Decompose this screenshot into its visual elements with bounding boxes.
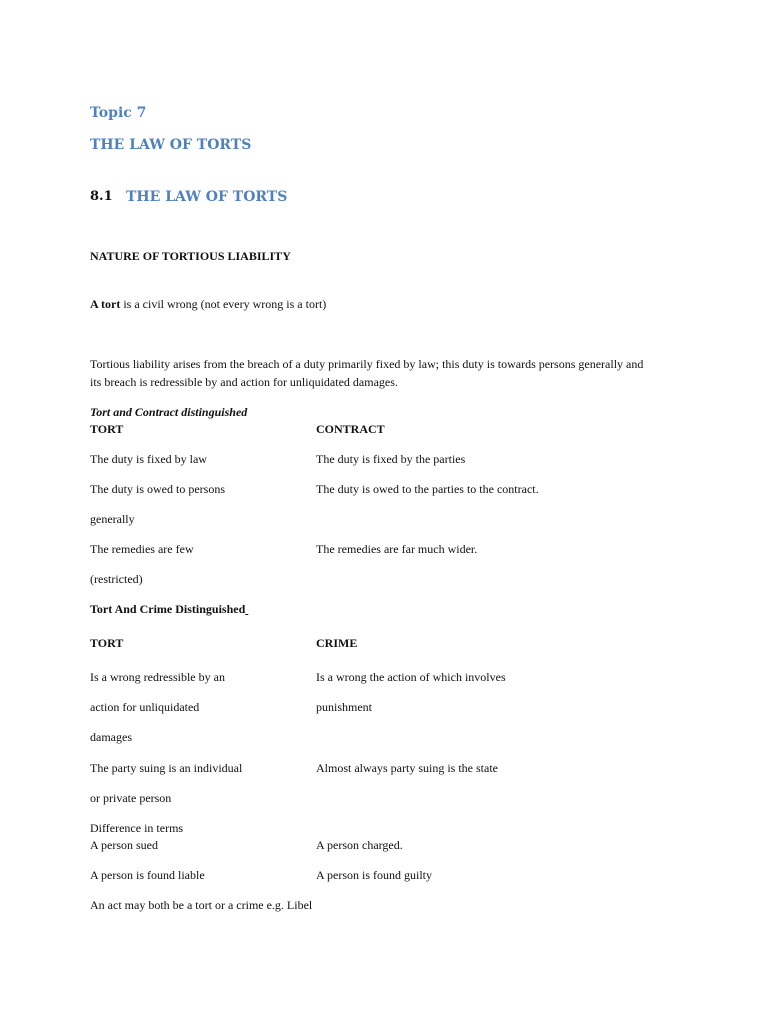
- nature-heading: NATURE OF TORTIOUS LIABILITY: [90, 249, 291, 263]
- crime-row-left: Is a wrong redressible by an: [90, 670, 225, 684]
- contract-col-tort: TORT: [90, 422, 124, 436]
- definition-text: is a civil wrong (not every wrong is a tort): [120, 297, 327, 311]
- section-number: 8.1: [90, 189, 113, 204]
- contract-col-contract: CONTRACT: [316, 422, 385, 436]
- paragraph-line-2: its breach is redressible by and action for unliquidated damages.: [90, 375, 398, 389]
- terms-row-right: A person charged.: [316, 838, 403, 852]
- crime-row-left: damages: [90, 730, 132, 744]
- contract-row-left: generally: [90, 512, 135, 526]
- document-title: THE LAW OF TORTS: [90, 137, 252, 153]
- crime-row-right: Is a wrong the action of which involves: [316, 670, 506, 684]
- terms-row-right: A person is found guilty: [316, 868, 432, 882]
- crime-row-left: action for unliquidated: [90, 700, 200, 714]
- closing-statement: An act may both be a tort or a crime e.g. Libel: [90, 898, 313, 912]
- terms-label: Difference in terms: [90, 821, 184, 835]
- crime-heading: [90, 602, 248, 617]
- paragraph-line-1: Tortious liability arises from the breach of a duty primarily fixed by law; this duty is towards persons generally and: [90, 357, 644, 371]
- crime-row-left: The party suing is an individual: [90, 761, 243, 775]
- definition-term: A tort: [90, 297, 121, 311]
- contract-row-left: The remedies are few: [90, 542, 194, 556]
- contract-row-left: The duty is owed to persons: [90, 482, 225, 496]
- contract-row-right: The duty is owed to the parties to the contract.: [316, 482, 539, 496]
- crime-col-tort: TORT: [90, 636, 124, 650]
- crime-row-left: or private person: [90, 791, 172, 805]
- crime-col-crime: CRIME: [316, 636, 358, 650]
- crime-heading-text: Tort And Crime Distinguished: [90, 602, 246, 616]
- crime-row-right: punishment: [316, 700, 372, 714]
- terms-row-left: A person is found liable: [90, 868, 205, 882]
- crime-row-right: Almost always party suing is the state: [316, 761, 498, 775]
- contract-row-right: The remedies are far much wider.: [316, 542, 478, 556]
- section-title: THE LAW OF TORTS: [126, 189, 288, 205]
- contract-row-right: The duty is fixed by the parties: [316, 452, 466, 466]
- tort-definition: [90, 297, 326, 312]
- contract-heading: Tort and Contract distinguished: [90, 405, 248, 419]
- heading-underline-mark: [245, 602, 248, 616]
- contract-row-left: The duty is fixed by law: [90, 452, 207, 466]
- terms-row-left: A person sued: [90, 838, 158, 852]
- contract-row-left: (restricted): [90, 572, 143, 586]
- topic-label: Topic 7: [90, 105, 147, 121]
